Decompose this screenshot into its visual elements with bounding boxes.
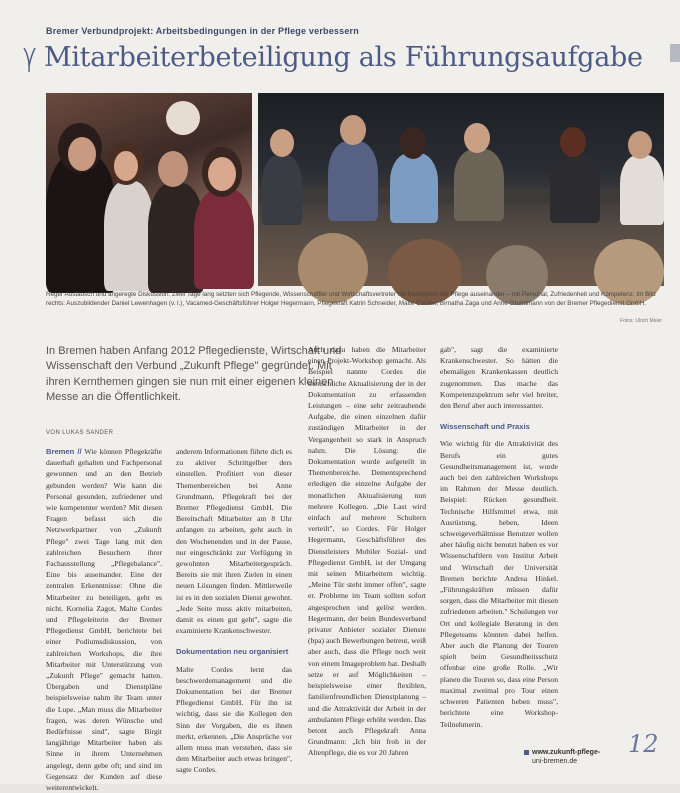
dateline: Bremen //: [46, 447, 82, 456]
subheading-documentation: Dokumentation neu organisiert: [176, 647, 289, 657]
photo-credit: Fotos: Ulrich Meier: [620, 318, 662, 324]
column-4-text: gab", sagt die examinierte Krankenschwester. So hätten die ehemaligen Krankenkassen deutlich zugenommen. Das mache das Kompetenzspektrum sehr viel breiter, den Beruf aber auch interessanter.: [440, 345, 558, 411]
column-3-text: Auch dazu haben die Mitarbeiter einen Projekt-Workshop gemacht. Als Beispiel nannte Cordes die menschliche Aktualisierung der in der Dokumentation zu erfassenden Leistungen – eine sehr zeitraubende Aufgabe, die einen einzelnen dafür zuständigen Mitarbeiter in der Vergangenheit so stark in Anspruch nahm. Die Lösung: die Dokumentation wurde aufgeteilt in Themenbereiche. Dementsprechend erledigen die einzelne Aufgabe der monatlichen Aktualisierung nun mehrere Kollegen. „Die Last wird einfach auf mehrere Schultern verteilt", so Cordes. Für Holger Hegermann, Geschäftsführer des Dienstleisters Mobiler Sozial- und Pflegedienst GmbH, ist der Umgang mit seinen Mitarbeitern wichtig. „Meine Tür steht immer offen", sagte er. Probleme im Team sollten sofort angesprochen und gelöst werden. Hegermann, der beim Bundesverband privater Anbieter sozialer Dienste (bpa) auch Bewerbungen betreut, weiß aber auch, dass die Pflege noch weit von einem Imageproblem hat. Deshalb setze er auf Möglichkeiten – beispielsweise einer flexiblen, familienfreundlichen Dienstplanung – und die Attraktivität der Arbeit in der ambulanten Pflege erhöht werden. Das betont auch Pflegekraft Anna Grundmann: „Ich bin froh in der Altenpflege, die es vor 20 Jahren: [308, 345, 426, 758]
edge-tab: [670, 44, 680, 62]
text-column-3: [308, 344, 426, 776]
website-link[interactable]: www.zukunft-pflege- uni-bremen.de: [524, 748, 600, 766]
subheading-science: Wissenschaft und Praxis: [440, 422, 530, 432]
page-number: 12: [628, 730, 659, 758]
photo-left: [46, 93, 252, 286]
photo-right: [258, 93, 664, 286]
bullet-square-icon: [524, 750, 529, 755]
leaf-logo-icon: [22, 44, 38, 74]
page-title: Mitarbeiterbeteiligung als Führungsaufgabe: [44, 42, 643, 73]
text-column-1: [46, 446, 162, 793]
photo-caption: Reger Austausch und angeregte Diskussion: Zwei Tage lang setzten sich Pflegende, Wissenschaftler und Wirtschaftsvertreter mit Konzepten der Pflege auseinander – mit Personal, Zufriedenheit und Kompetenz. Im Bild rechts: Auszubildender Daniel Lewenhagen (v. l.), Vacamed-Geschäftsführer Holger Hegermann, Pflegekraft Katrin Schneider, Malte Cordes, Birnatha Zaga und Anne Grundmann von der Bremer Pflegedienst GmbH.: [46, 291, 656, 307]
column-4b-text: Wie wichtig für die Attraktivität des Berufs ein gutes Gesundheitsmanagement ist, wurde auch bei den zahlreichen Workshops im Rahmen der Messe deutlich. Beispiel: Rücken gesundheit. Technische Hilfsmittel etwa, mit Ausrüstung, heben, Ideen schweigeverhältnisse Benutzer wollen aber häufig nicht benutzt haben es vor Wissenschaftlern von Institut Arbeit und Wirtschaft der Universität Bremen berichte Andrea Hinkel. „Führungskräften müssen dafür sorgen, dass die Mitarbeiter mit diesen zufriedenen arbeiten." Schulungen vor Ort und kollegiale Beratung in den Pflegeteams könnten dabei helfen. Aber auch die Planung der Touren spielt beim Gesundheitsschutz offenbar eine große Rolle. „Wir planen die Touren so, dass eine Person maximal zweimal pro Tour einen schweren Patienten heben muss", berichtete eine Workshop-Teilnehmerin.: [440, 439, 558, 729]
lead-paragraph: In Bremen haben Anfang 2012 Pflegedienste, Wirtschaft und Wissenschaft den Verbund „Zukunft Pflege" gegründet. Mit ihren Kernthemen gingen sie nun mit einer eigenen kleinen Messe an die Öffentlichkeit.: [46, 345, 342, 404]
column-1-text: Bremen // Wie können Pflegekräfte dauerhaft gehalten und Fachpersonal gewonnen und an den Betrieb gebunden werden? Wie kann die Personal gesunden, zufriedener und wie kompetenter werden? Mit diesen Fragen befasst sich die Netzwerkpartner von „Zukunft Pflege" zwei Tage lang mit den zahlreichen Besuchern ihrer Fachausstellung „Pflegebalance". Eine bis auseinander. Eine der zentralen Erkenntnisse: Ohne die Mitarbeiter zu beteiligen, geht es nicht. Kornelia Zagot, Malte Cordes und Pflegeleiterin der Bremer Pflegedienst GmbH, berichtete bei einer Podiumsdiskussion, von zahlreichen Workshops, die ihre Mitarbeiter mit Unterstützung von „Zukunft Pflege" gemacht hatten. Übergaben und Dienstpläne beispielsweise nahm ihr Team unter die Lupe. „Man muss die Mitarbeiter fragen, was deren Wünsche und Bedürfnisse sind", sagte Birgit langjährige Mitarbeiter haben als Sinne in ihrem Unternehmen angelegt, denn gebe oft; und sind im Gegensatz der Kunden auf diese weiterentwickelt.: [46, 447, 162, 793]
kicker: Bremer Verbundprojekt: Arbeitsbedingungen in der Pflege verbessern: [46, 26, 359, 36]
text-column-2: [176, 446, 292, 776]
column-2-text: anderem Informationen führte dich es zu aktiver Schrittgelber ders einstellen. Profitiert von dieser Themenbereichen bei Anne Grundmann, Pflegekraft bei der Bremer Pflegedienst GmbH. Die Bereitschaft Mitarbeiter am 8 Uhr anfangen zu arbeiten, geht auch in den Wochenenden und in der Pause, nur eingeschränkt zur Verfügung in gewohnten Mitarbeitergespräch. Bereits sie mit ihren Zielen in einen neuen Lösungen finden. Mittlerweile ist es in den sozialen Dienst gewohnt. „Jede Seite muss aktiv mitarbeiten, damit es einen gut geht", sagte die examinierte Krankenschwester.: [176, 447, 292, 636]
text-column-4: [440, 344, 558, 774]
column-2b-text: Malte Cordes lernt das beschwerdemanagement und die Dokumentation bei der Bremer Pflegedienst GmbH. Für ihn ist wichtig, dass sie die Kollegen den Sinn der Vorgaben, die es ihnen merkt, erkennen. „Die Ansprüche vor allem muss man verstehen, dass sie dem Mitarbeiter auch etwas bringen", sagte Cordes.: [176, 664, 292, 775]
byline: VON LUKAS SANDER: [46, 430, 114, 436]
